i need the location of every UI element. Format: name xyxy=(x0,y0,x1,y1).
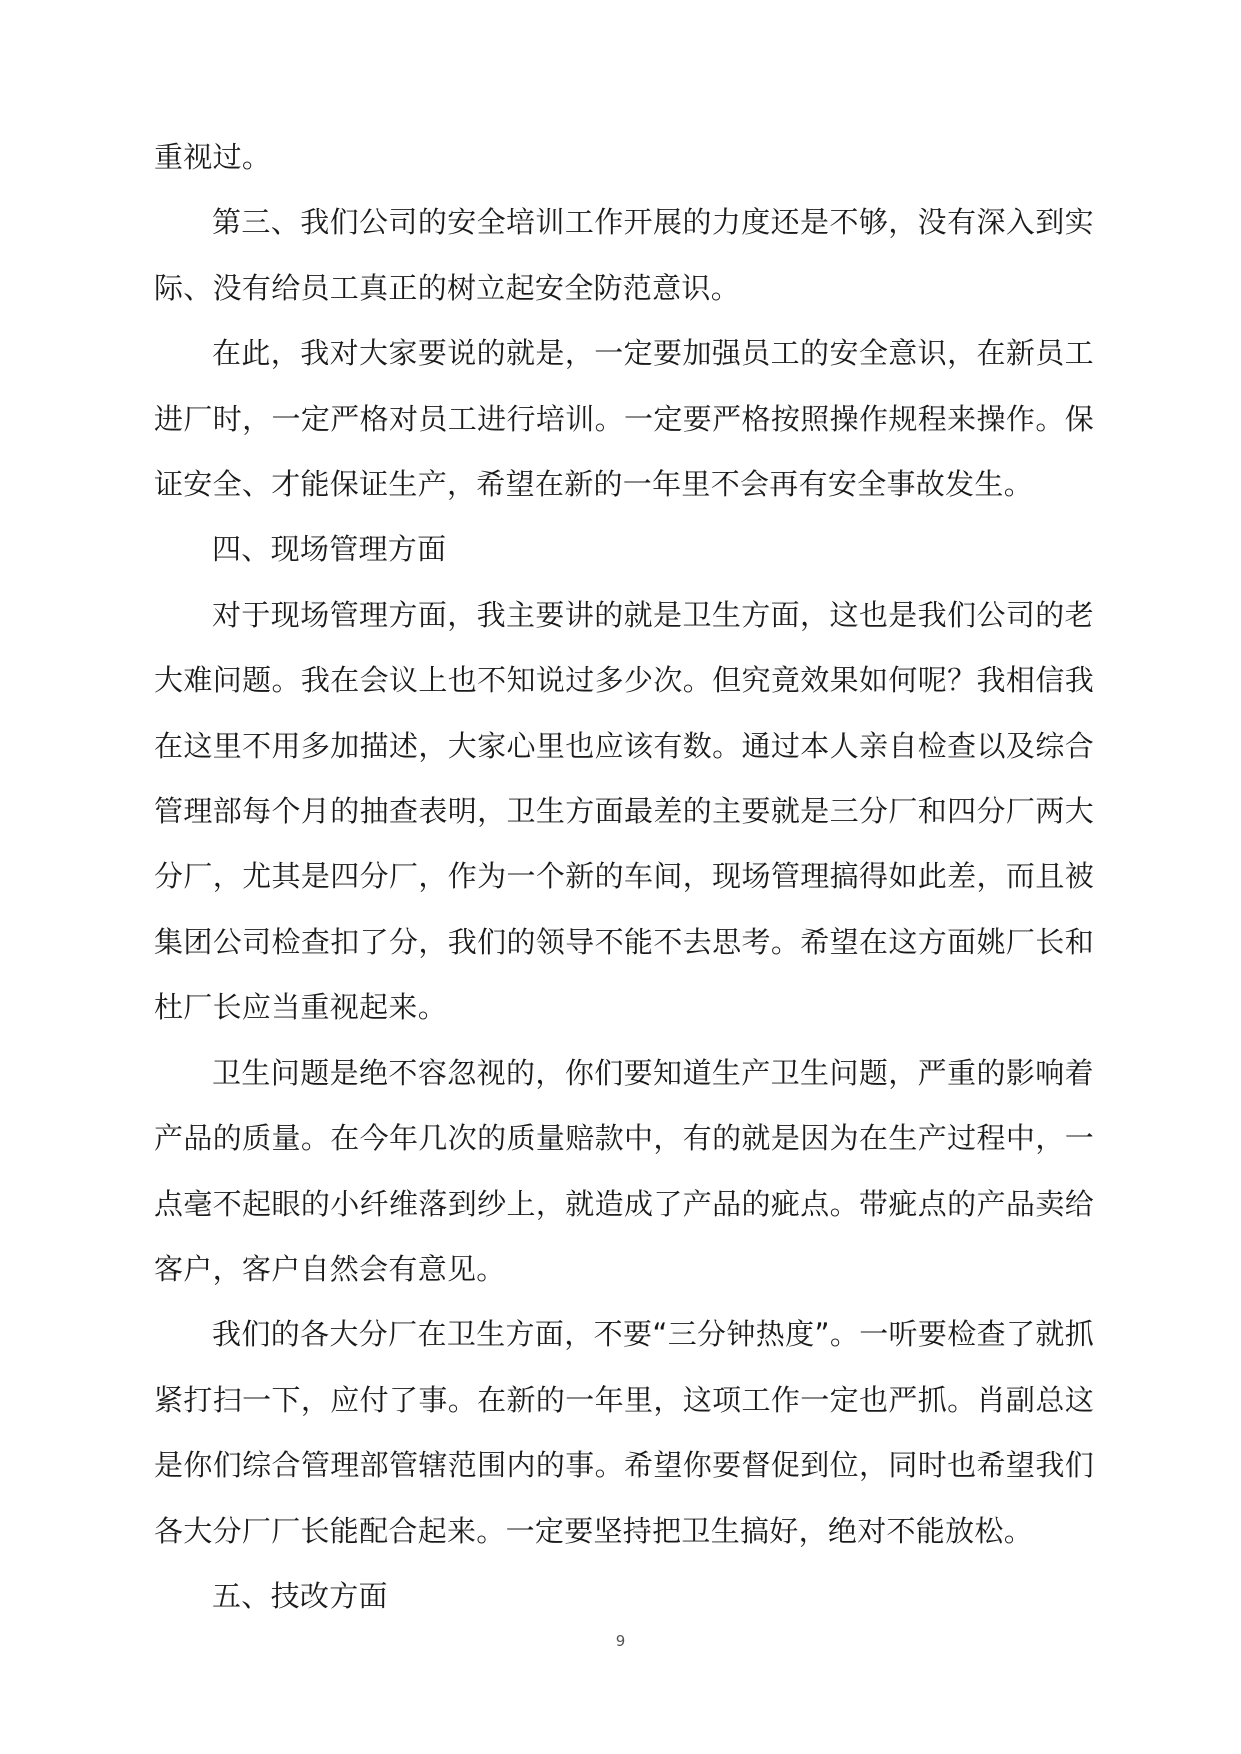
section-heading-tech-upgrade: 五、技改方面 xyxy=(212,1578,388,1613)
document-body xyxy=(154,125,1094,1629)
page-number: 9 xyxy=(615,1632,626,1650)
paragraph-safety-awareness: 在此，我对大家要说的就是，一定要加强员工的安全意识，在新员工进厂时，一定严格对员工进行培训。一定要严格按照操作规程来操作。保证安全、才能保证生产，希望在新的一年里不会再有安全事故发生。 xyxy=(154,336,1094,502)
paragraph-hygiene-enforcement: 我们的各大分厂在卫生方面，不要“三分钟热度”。一听要检查了就抓紧打扫一下，应付了事。在新的一年里，这项工作一定也严抓。肖副总这是你们综合管理部管辖范围内的事。希望你要督促到位，同时也希望我们各大分厂厂长能配合起来。一定要坚持把卫生搞好，绝对不能放松。 xyxy=(154,1317,1094,1548)
paragraph-continuation: 重视过。 xyxy=(154,140,272,174)
paragraph-hygiene-quality: 卫生问题是绝不容忽视的，你们要知道生产卫生问题，严重的影响着产品的质量。在今年几次的质量赔款中，有的就是因为在生产过程中，一点毫不起眼的小纤维落到纱上，就造成了产品的疵点。带疵点的产品卖给客户，客户自然会有意见。 xyxy=(154,1055,1094,1286)
section-heading-site-management: 四、现场管理方面 xyxy=(212,532,447,567)
paragraph-hygiene-issues: 对于现场管理方面，我主要讲的就是卫生方面，这也是我们公司的老大难问题。我在会议上也不知说过多少次。但究竟效果如何呢？我相信我在这里不用多加描述，大家心里也应该有数。通过本人亲自检查以及综合管理部每个月的抽查表明，卫生方面最差的主要就是三分厂和四分厂两大分厂，尤其是四分厂，作为一个新的车间，现场管理搞得如此差，而且被集团公司检查扣了分，我们的领导不能不去思考。希望在这方面姚厂长和杜厂长应当重视起来。 xyxy=(154,597,1094,1025)
paragraph-safety-training: 第三、我们公司的安全培训工作开展的力度还是不够，没有深入到实际、没有给员工真正的树立起安全防范意识。 xyxy=(154,205,1094,305)
